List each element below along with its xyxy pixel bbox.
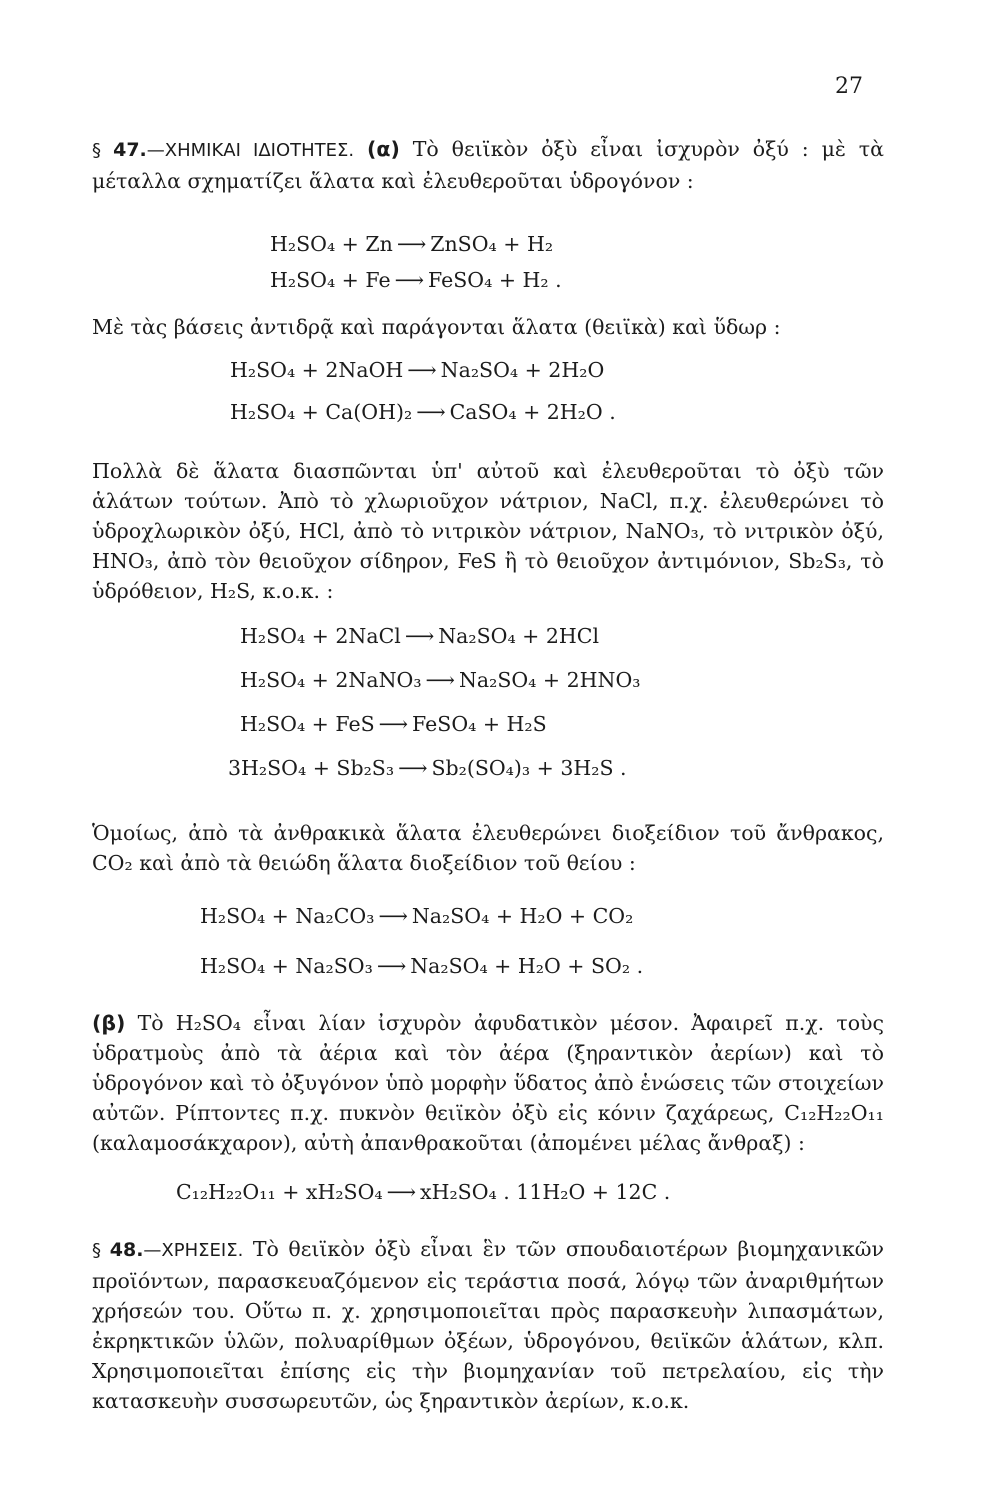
equation-fes: H₂SO₄ + FeS ⟶ FeSO₄ + H₂S	[240, 712, 547, 736]
dehydrating-paragraph: (β) Τὸ H₂SO₄ εἶναι λίαν ἰσχυρὸν ἀφυδατικὸν μέσον. Ἀφαιρεῖ π.χ. τοὺς ὑδρατμοὺς ἀπὸ τὰ ἀέρια καὶ τὸν ἀέρα (ξηραντικὸν ἀερίων) καὶ τὸ ὑδρογόνον καὶ τὸ ὀξυγόνον ὑπὸ μορφὴν ὕδατος ἀπὸ ἑνώσεις τῶν στοιχείων αὐτῶν. Ρίπτοντες π.χ. πυκνὸν θειϊκὸν ὀξὺ εἰς κόνιν ζαχάρεως, C₁₂H₂₂O₁₁ (καλαμοσάκχαρον), αὐτὴ ἀπανθρακοῦται (ἀπομένει μέλας ἄνθραξ) :	[92, 1011, 884, 1155]
equation-sugar: C₁₂H₂₂O₁₁ + xH₂SO₄ ⟶ xH₂SO₄ . 11H₂O + 12C .	[176, 1180, 671, 1204]
carbonates-paragraph: Ὁμοίως, ἀπὸ τὰ ἀνθρακικὰ ἅλατα ἐλευθερώνει διοξείδιον τοῦ ἄνθρακος, CO₂ καὶ ἀπὸ τὰ θειώδη ἅλατα διοξείδιον τοῦ θείου :	[92, 821, 884, 875]
salts-paragraph: Πολλὰ δὲ ἅλατα διασπῶνται ὑπ' αὐτοῦ καὶ ἐλευθεροῦται τὸ ὀξὺ τῶν ἁλάτων τούτων. Ἀπὸ τὸ χλωριοῦχον νάτριον, NaCl, π.χ. ἐλευθερώνει τὸ ὑδροχλωρικὸν ὀξύ, HCl, ἀπὸ τὸ νιτρικὸν νάτριον, NaNO₃, τὸ νιτρικὸν ὀξύ, HNO₃, ἀπὸ τὸν θειοῦχον σίδηρον, FeS ἢ τὸ θειοῦχον ἀντιμόνιον, Sb₂S₃, τὸ ὑδρόθειον, H₂S, κ.ο.κ. :	[92, 459, 884, 603]
text-a: Τὸ θειϊκὸν ὀξὺ εἶναι ἰσχυρὸν ὀξύ : μὲ τὰ μέταλλα σχηματίζει ἅλατα καὶ ἐλευθεροῦται ὑδρογόνον :	[92, 137, 884, 193]
label-a: (α)	[367, 137, 400, 161]
equation-zn: H₂SO₄ + Zn ⟶ ZnSO₄ + H₂	[270, 232, 554, 256]
section-47-heading: § 47.—ΧΗΜΙΚΑΙ ΙΔΙΟΤΗΤΕΣ.	[92, 139, 355, 161]
page-number: 27	[835, 74, 863, 99]
equation-na2co3: H₂SO₄ + Na₂CO₃ ⟶ Na₂SO₄ + H₂O + CO₂	[200, 904, 634, 928]
section-48-text: Τὸ θειϊκὸν ὀξὺ εἶναι ἓν τῶν σπουδαιοτέρων βιομηχανικῶν προϊόντων, παρασκευαζόμενον εἰς τεράστια ποσά, λόγῳ τῶν ἀναριθμήτων χρήσεών του. Οὕτω π. χ. χρησιμοποιεῖται πρὸς παρασκευὴν λιπασμάτων, ἐκρηκτικῶν ὑλῶν, πολυαρίθμων ὀξέων, ὑδρογόνου, θειϊκῶν ἁλάτων, κλπ. Χρησιμοποιεῖται ἐπίσης εἰς τὴν βιομηχανίαν τοῦ πετρελαίου, εἰς τὴν κατασκευὴν συσσωρευτῶν, ὡς ξηραντικὸν ἀερίων, κ.ο.κ.	[92, 1237, 884, 1413]
label-b: (β)	[92, 1011, 126, 1035]
equation-caoh2: H₂SO₄ + Ca(OH)₂ ⟶ CaSO₄ + 2H₂O .	[230, 400, 616, 424]
equation-sb2s3: 3H₂SO₄ + Sb₂S₃ ⟶ Sb₂(SO₄)₃ + 3H₂S .	[228, 756, 627, 780]
equation-fe: H₂SO₄ + Fe ⟶ FeSO₄ + H₂ .	[270, 268, 562, 292]
section-48-heading: § 48.—ΧΡΗΣΕΙΣ.	[92, 1239, 244, 1261]
equation-nacl: H₂SO₄ + 2NaCl ⟶ Na₂SO₄ + 2HCl	[240, 624, 600, 648]
equation-na2so3: H₂SO₄ + Na₂SO₃ ⟶ Na₂SO₄ + H₂O + SO₂ .	[200, 954, 644, 978]
section-47-paragraph	[92, 134, 884, 196]
bases-paragraph: Μὲ τὰς βάσεις ἀντιδρᾷ καὶ παράγονται ἅλατα (θειϊκὰ) καὶ ὕδωρ :	[92, 315, 781, 339]
equation-nano3: H₂SO₄ + 2NaNO₃ ⟶ Na₂SO₄ + 2HNO₃	[240, 668, 641, 692]
equation-naoh: H₂SO₄ + 2NaOH ⟶ Na₂SO₄ + 2H₂O	[230, 358, 605, 382]
section-48-paragraph	[92, 1234, 884, 1416]
